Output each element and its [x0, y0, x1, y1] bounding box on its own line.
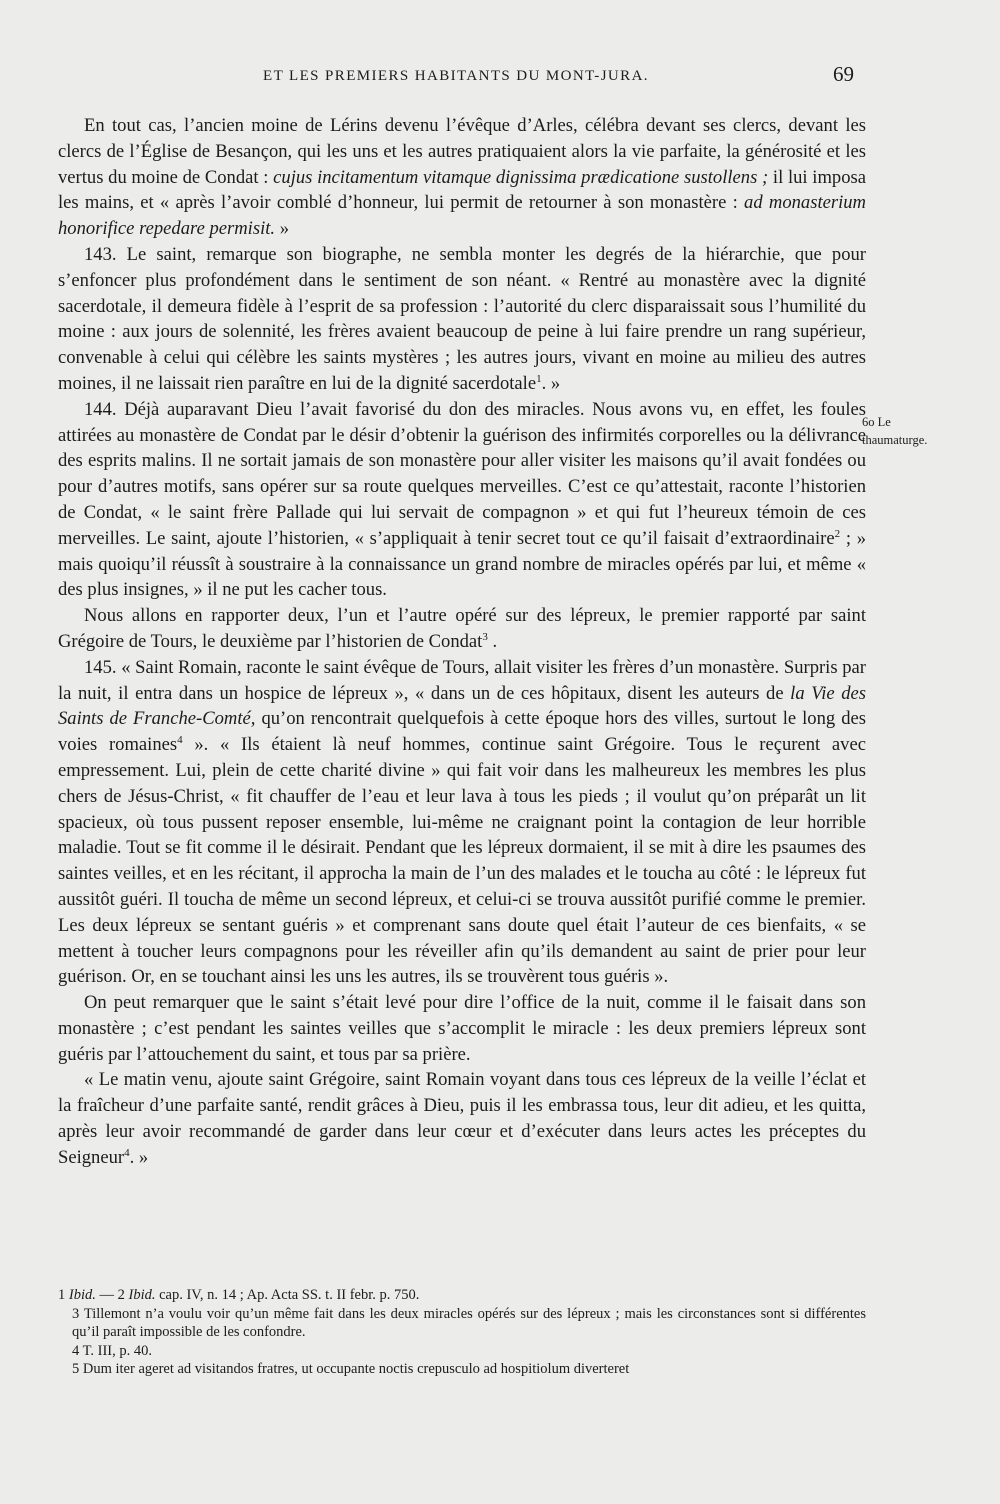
- footnote-4: 4 T. III, p. 40.: [72, 1342, 153, 1359]
- paragraph-144: 144. Déjà auparavant Dieu l’avait favorisé du don des miracles. Nous avons vu, en effet, les foules attirées au monastère de Condat par le désir d’obtenir la guérison des infirmités corporelles ou la délivrance des esprits malins. Il ne sortait jamais de son monastère pour aller visiter les maisons qu’il avait fondées ou pour d’autres motifs, sans opérer sur sa route quelques merveilles. C’est ce qu’attestait, raconte l’historien de Condat, « le saint frère Pallade qui lui servait de compagnon » et qui fut l’heureux témoin de ces merveilles. Le saint, ajoute l’historien, « s’appliquait à tenir secret tout ce qu’il faisait d’extraordinaire$^2$ ; » mais quoiqu’il réussît à soustraire à la connaissance un grand nombre de miracles opérés par lui, et même « des plus insignes, » il ne put les cacher tous.: [58, 398, 866, 601]
- paragraph-matin: « Le matin venu, ajoute saint Grégoire, saint Romain voyant dans tous ces lépreux de la veille l’éclat et la fraîcheur d’une parfaite santé, rendit grâces à Dieu, puis il les embrassa tous, leur dit adieu, et les quitta, après leur avoir recommandé de garder dans leur cœur et d’exécuter dans leurs actes les préceptes du Seigneur$^4$. »: [58, 1069, 866, 1168]
- footnote-ref-4: 4: [177, 733, 183, 746]
- paragraph-145: 145. « Saint Romain, raconte le saint évêque de Tours, allait visiter les frères d’un monastère. Surpris par la nuit, il entra dans un hospice de lépreux », « dans un de ces hôpitaux, disent les auteurs de la Vie des Saints de Franche-Comté, qu’on rencontrait quelquefois à cette époque hors des villes, surtout le long des voies romaines$^4$ ». « Ils étaient là neuf hommes, continue saint Grégoire. Tous le reçurent avec empressement. Lui, plein de cette charité divine » qui fait voir dans les malheureux les membres les plus chers de Jésus-Christ, « fit chauffer de l’eau et leur lava à tous les pieds ; il voulut qu’on préparât un lit spacieux, où tous pussent reposer ensemble, lui-même ne craignant point la contagion de leur horrible maladie. Tout se fit comme il le désirait. Pendant que les lépreux dormaient, il se mit à dire les psaumes des saintes veilles, et en les récitant, il approcha la main de l’un des malades et le toucha au côté : le lépreux fut aussitôt guéri. Il toucha de même un second lépreux, et celui-ci se trouva aussitôt purifié comme le premier. Les deux lépreux se sentant guéris » et comprenant sans doute quel était l’auteur de ces bienfaits, « se mettent à toucher leurs compagnons pour les réveiller afin qu’ils demandent au saint de prier pour leur guérison. Or, en se touchant ainsi les uns les autres, ils se trouvèrent tous guéris ».: [58, 656, 866, 988]
- footnote-3: 3 Tillemont n’a voulu voir qu’un même fait dans les deux miracles opérés sur des lépreux ; mais les circonstances sont si différentes qu’il paraît impossible de les confondre.: [72, 1305, 866, 1340]
- footnote-ref-1: 1: [536, 372, 542, 385]
- footnote-1-2: 1 Ibid. — 2 Ibid. cap. IV, n. 14 ; Ap. Acta SS. t. II febr. p. 750.: [58, 1287, 420, 1303]
- paragraph-remarque: On peut remarquer que le saint s’était levé pour dire l’office de la nuit, comme il le faisait dans son monastère ; c’est pendant les saintes veilles que s’accomplit le miracle : les deux premiers lépreux sont guéris par l’attouchement du saint, et tous par sa prière.: [58, 992, 866, 1065]
- page-number: 69: [833, 62, 854, 86]
- paragraph-1: En tout cas, l’ancien moine de Lérins devenu l’évêque d’Arles, célébra devant ses clercs, devant les clercs de l’Église de Besançon, qui les uns et les autres pratiquaient alors la vie parfaite, la générosité et les vertus du moine de Condat : cujus incitamentum vitamque dignissima prædicatione sustollens ; il lui imposa les mains, et « après l’avoir comblé d’honneur, lui permit de retourner à son monastère : ad monasterium honorifice repedare permisit. »: [58, 115, 866, 240]
- paragraph-143: 143. Le saint, remarque son biographe, ne sembla monter les degrés de la hiérarchie, que pour s’enfoncer plus profondément dans le sentiment de son néant. « Rentré au monastère avec la dignité sacerdotale, il demeura fidèle à l’esprit de sa profession : l’autorité du clerc disparaissait sous l’humilité du moine : aux jours de solennité, les frères avaient beaucoup de peine à lui faire prendre un rang supérieur, convenable à celui qui célèbre les saints mystères ; les autres jours, vivant en moine au milieu des autres moines, il ne laissait rien paraître en lui de la dignité sacerdotale$^1$. »: [58, 243, 866, 394]
- footnote-ref-5: 4: [124, 1146, 130, 1159]
- main-text: [58, 113, 866, 1171]
- margin-note: 6o Le thaumaturge.: [862, 415, 928, 447]
- running-title: ET LES PREMIERS HABITANTS DU MONT-JURA.: [263, 68, 649, 84]
- footnote-ref-3: 3: [482, 630, 488, 643]
- footnote-5: 5 Dum iter ageret ad visitandos fratres, ut occupante noctis crepusculo ad hospitiolum diverteret: [72, 1361, 630, 1377]
- paragraph-lepreux: Nous allons en rapporter deux, l’un et l’autre opéré sur des lépreux, le premier rapporté par saint Grégoire de Tours, le deuxième par l’historien de Condat$^3$ .: [58, 605, 866, 652]
- footnotes: [58, 1286, 866, 1379]
- footnote-ref-2: 2: [834, 527, 841, 540]
- running-header: [58, 62, 854, 92]
